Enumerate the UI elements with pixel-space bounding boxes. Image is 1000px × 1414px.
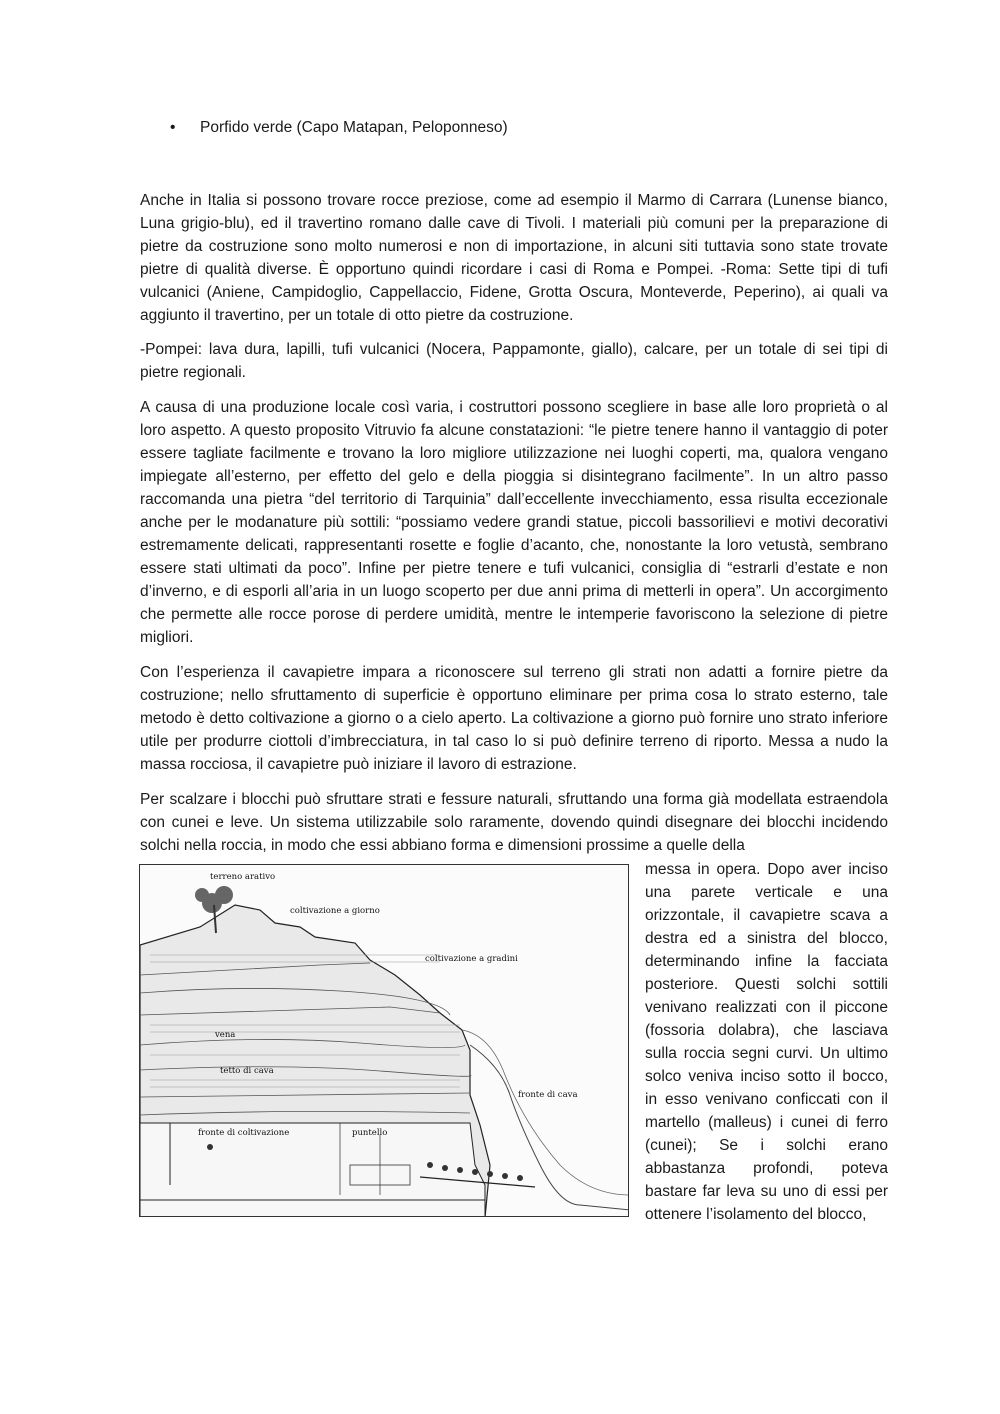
paragraph-pompei: -Pompei: lava dura, lapilli, tufi vulcanici (Nocera, Pappamonte, giallo), calcare, per un totale di sei tipi di pietre regionali. <box>140 341 888 381</box>
paragraph-blocchi-continued: messa in opera. Dopo aver inciso una parete verticale e una orizzontale, il cavapietre scava a destra ed a sinistra del blocco, determinando infine la facciata posteriore. Questi solchi sottili venivano realizzati con il piccone (fossoria dolabra), che lasciava sulla roccia segni curvi. Un ultimo solco veniva inciso sotto il bocco, in esso venivano conficcati con il martello (malleus) i cunei di ferro (cunei); Se i solchi erano abbastanza profondi, poteva bastare far leva su uno di essi per ottenere l’isolamento del blocco, <box>645 861 888 1223</box>
working-face <box>140 1123 485 1217</box>
label-puntello: puntello <box>352 1128 388 1138</box>
label-tetto-di-cava: tetto di cava <box>220 1066 274 1076</box>
paragraph-blocchi: Per scalzare i blocchi può sfruttare strati e fessure naturali, sfruttando una forma già modellata estraendola con cunei e leve. Un sistema utilizzabile solo raramente, dovendo quindi disegnare dei blocchi incidendo solchi nella roccia, in modo che essi abbiano forma e dimensioni prossime a quelle della <box>140 791 888 854</box>
paragraph-vitruvio: A causa di una produzione locale così varia, i costruttori possono scegliere in base alle loro proprietà o al loro aspetto. A questo proposito Vitruvio fa alcune constatazioni: “le pietre tenere hanno il vantaggio di poter essere tagliate facilmente e trovano la loro migliore utilizzazione nei luoghi coperti, ma, qualora vengano impiegate all’esterno, per effetto del gelo e della pioggia si disintegrano facilmente”. In un altro passo raccomanda una pietra “del territorio di Tarquinia” dall’eccellente invecchiamento, essa risulta eccezionale anche per le modanature più sottili: “possiamo vedere grandi statue, piccoli bassorilievi e motivi decorativi estremamente delicati, rappresentanti rosette e foglie d’acanto, che, nonostante la loro vetustà, sembrano essere stati ultimati da poco”. Infine per pietre tenere e tufi vulcanici, consiglia di “estrarli d’estate e non d’inverno, e di esporli all’aria in un luogo scoperto per due anni prima di metterli in opera”. Un accorgimento che permette alle rocce porose di perdere umidità, mentre le intemperie favoriscono la selezione di pietre migliori. <box>140 399 888 646</box>
label-fronte-di-coltivazione: fronte di coltivazione <box>198 1128 290 1138</box>
label-terreno-arativo: terreno arativo <box>210 872 276 882</box>
quarry-drawing <box>140 865 629 1217</box>
paragraph-italian-stones: Anche in Italia si possono trovare rocce preziose, come ad esempio il Marmo di Carrara (Lunense bianco, Luna grigio-blu), ed il travertino romano dalle cave di Tivoli. I materiali più comuni per la preparazione di pietre da costruzione sono molto numerosi e non di importazione, in alcuni siti tuttavia sono state trovate pietre di qualità diverse. È opportuno quindi ricordare i casi di Roma e Pompei. -Roma: Sette tipi di tufi vulcanici (Aniene, Campidoglio, Cappellaccio, Fidene, Grotta Oscura, Monteverde, Peperino), ai quali va aggiunto il travertino, per un totale di otto pietre da costruzione. <box>140 192 888 324</box>
label-coltivazione-a-giorno: coltivazione a giorno <box>290 906 380 916</box>
quarry-illustration <box>139 864 629 1217</box>
bullet-text: Porfido verde (Capo Matapan, Peloponneso) <box>200 119 508 136</box>
label-coltivazione-a-gradini: coltivazione a gradini <box>425 954 518 964</box>
label-fronte-di-cava: fronte di cava <box>518 1090 578 1100</box>
paragraph-cavapietre: Con l’esperienza il cavapietre impara a riconoscere sul terreno gli strati non adatti a fornire pietre da costruzione; nello sfruttamento di superficie è opportuno eliminare per prima cosa lo strato esterno, tale metodo è detto coltivazione a giorno o a cielo aperto. La coltivazione a giorno può fornire uno strato inferiore utile per produrre ciottoli d’imbrecciatura, in tal caso lo si può definire terreno di riporto. Messa a nudo la massa rocciosa, il cavapietre può iniziare il lavoro di estrazione. <box>140 664 888 773</box>
bullet-symbol: • <box>170 119 176 136</box>
label-vena: vena <box>215 1030 236 1040</box>
